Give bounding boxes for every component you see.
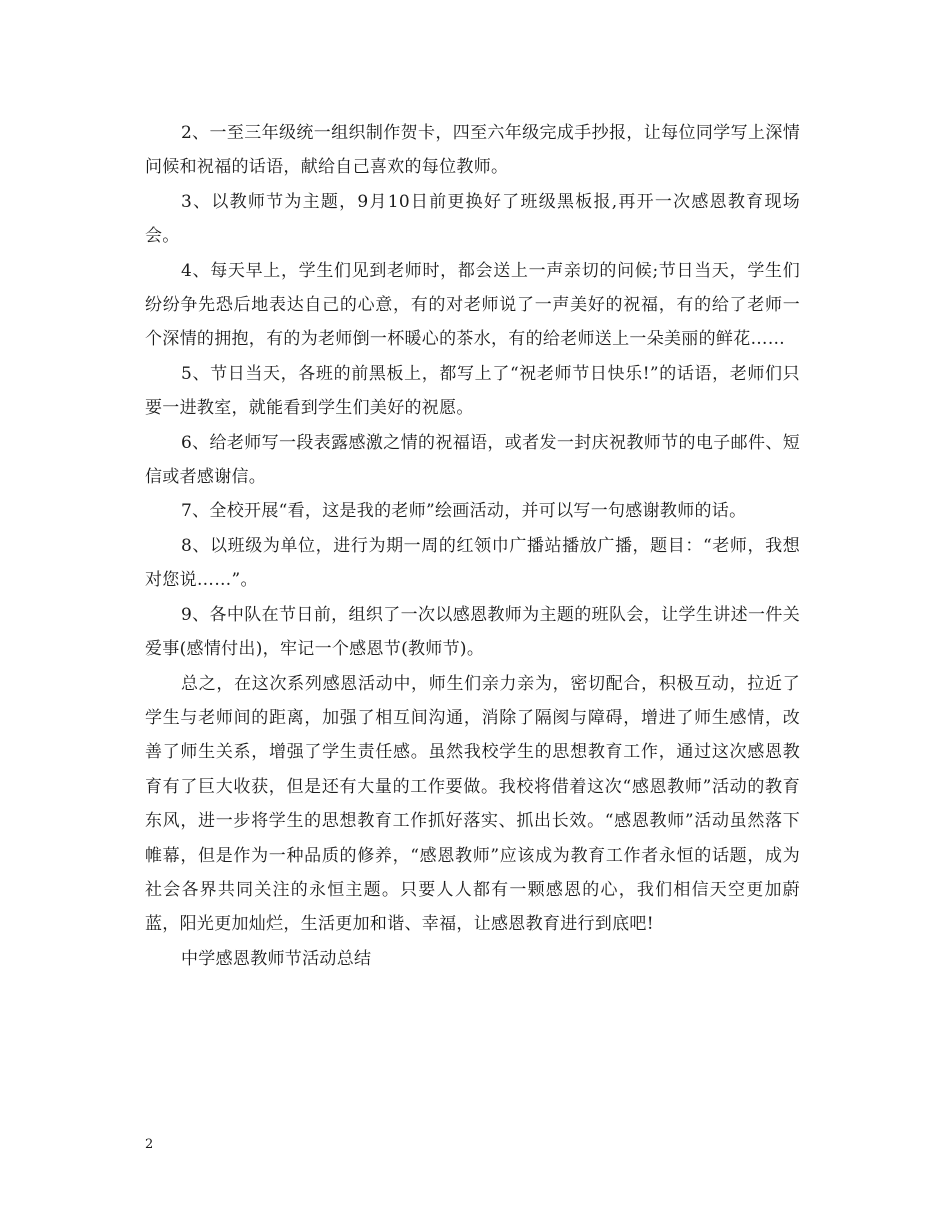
page-number: 2: [145, 1137, 154, 1152]
paragraph-item-5: 5、节日当天，各班的前黑板上，都写上了“祝老师节日快乐!”的话语，老师们只要一进教室，就能看到学生们美好的祝愿。: [145, 363, 800, 419]
paragraph-item-8: 8、以班级为单位，进行为期一周的红领巾广播站播放广播，题目：“老师，我想对您说……”。: [145, 535, 800, 591]
paragraph-item-2: 2、一至三年级统一组织制作贺卡，四至六年级完成手抄报，让每位同学写上深情问候和祝福的话语，献给自己喜欢的每位教师。: [145, 123, 800, 178]
paragraph-item-6: 6、给老师写一段表露感激之情的祝福语，或者发一封庆祝教师节的电子邮件、短信或者感谢信。: [145, 432, 800, 488]
document-title-line: 中学感恩教师节活动总结: [181, 948, 372, 969]
paragraph-item-3: 3、以教师节为主题，9月10日前更换好了班级黑板报,再开一次感恩教育现场会。: [145, 191, 800, 247]
paragraph-item-7: 7、全校开展“看，这是我的老师”绘画活动，并可以写一句感谢教师的话。: [181, 501, 747, 522]
paragraph-summary: 总之，在这次系列感恩活动中，师生们亲力亲为，密切配合，积极互动，拉近了学生与老师间的距离，加强了相互间沟通，消除了隔阂与障碍，增进了师生感情，改善了师生关系，增强了学生责任感。虽然我校学生的思想教育工作，通过这次感恩教育有了巨大收获，但是还有大量的工作要做。我校将借着这次“感恩教师”活动的教育东风，进一步将学生的思想教育工作抓好落实、抓出长效。“感恩教师”活动虽然落下帷幕，但是作为一种品质的修养，“感恩教师”应该成为教育工作者永恒的话题，成为社会各界共同关注的永恒主题。只要人人都有一颗感恩的心，我们相信天空更加蔚蓝，阳光更加灿烂，生活更加和谐、幸福，让感恩教育进行到底吧!: [145, 673, 800, 935]
paragraph-item-9: 9、各中队在节日前，组织了一次以感恩教师为主题的班队会，让学生讲述一件关爱事(感情付出)，牢记一个感恩节(教师节)。: [145, 604, 800, 660]
document-body: [145, 116, 800, 976]
paragraph-item-4: 4、每天早上，学生们见到老师时，都会送上一声亲切的问候;节日当天，学生们纷纷争先恐后地表达自己的心意，有的对老师说了一声美好的祝福，有的给了老师一个深情的拥抱，有的为老师倒一杯暖心的茶水，有的给老师送上一朵美丽的鲜花……: [145, 260, 800, 350]
